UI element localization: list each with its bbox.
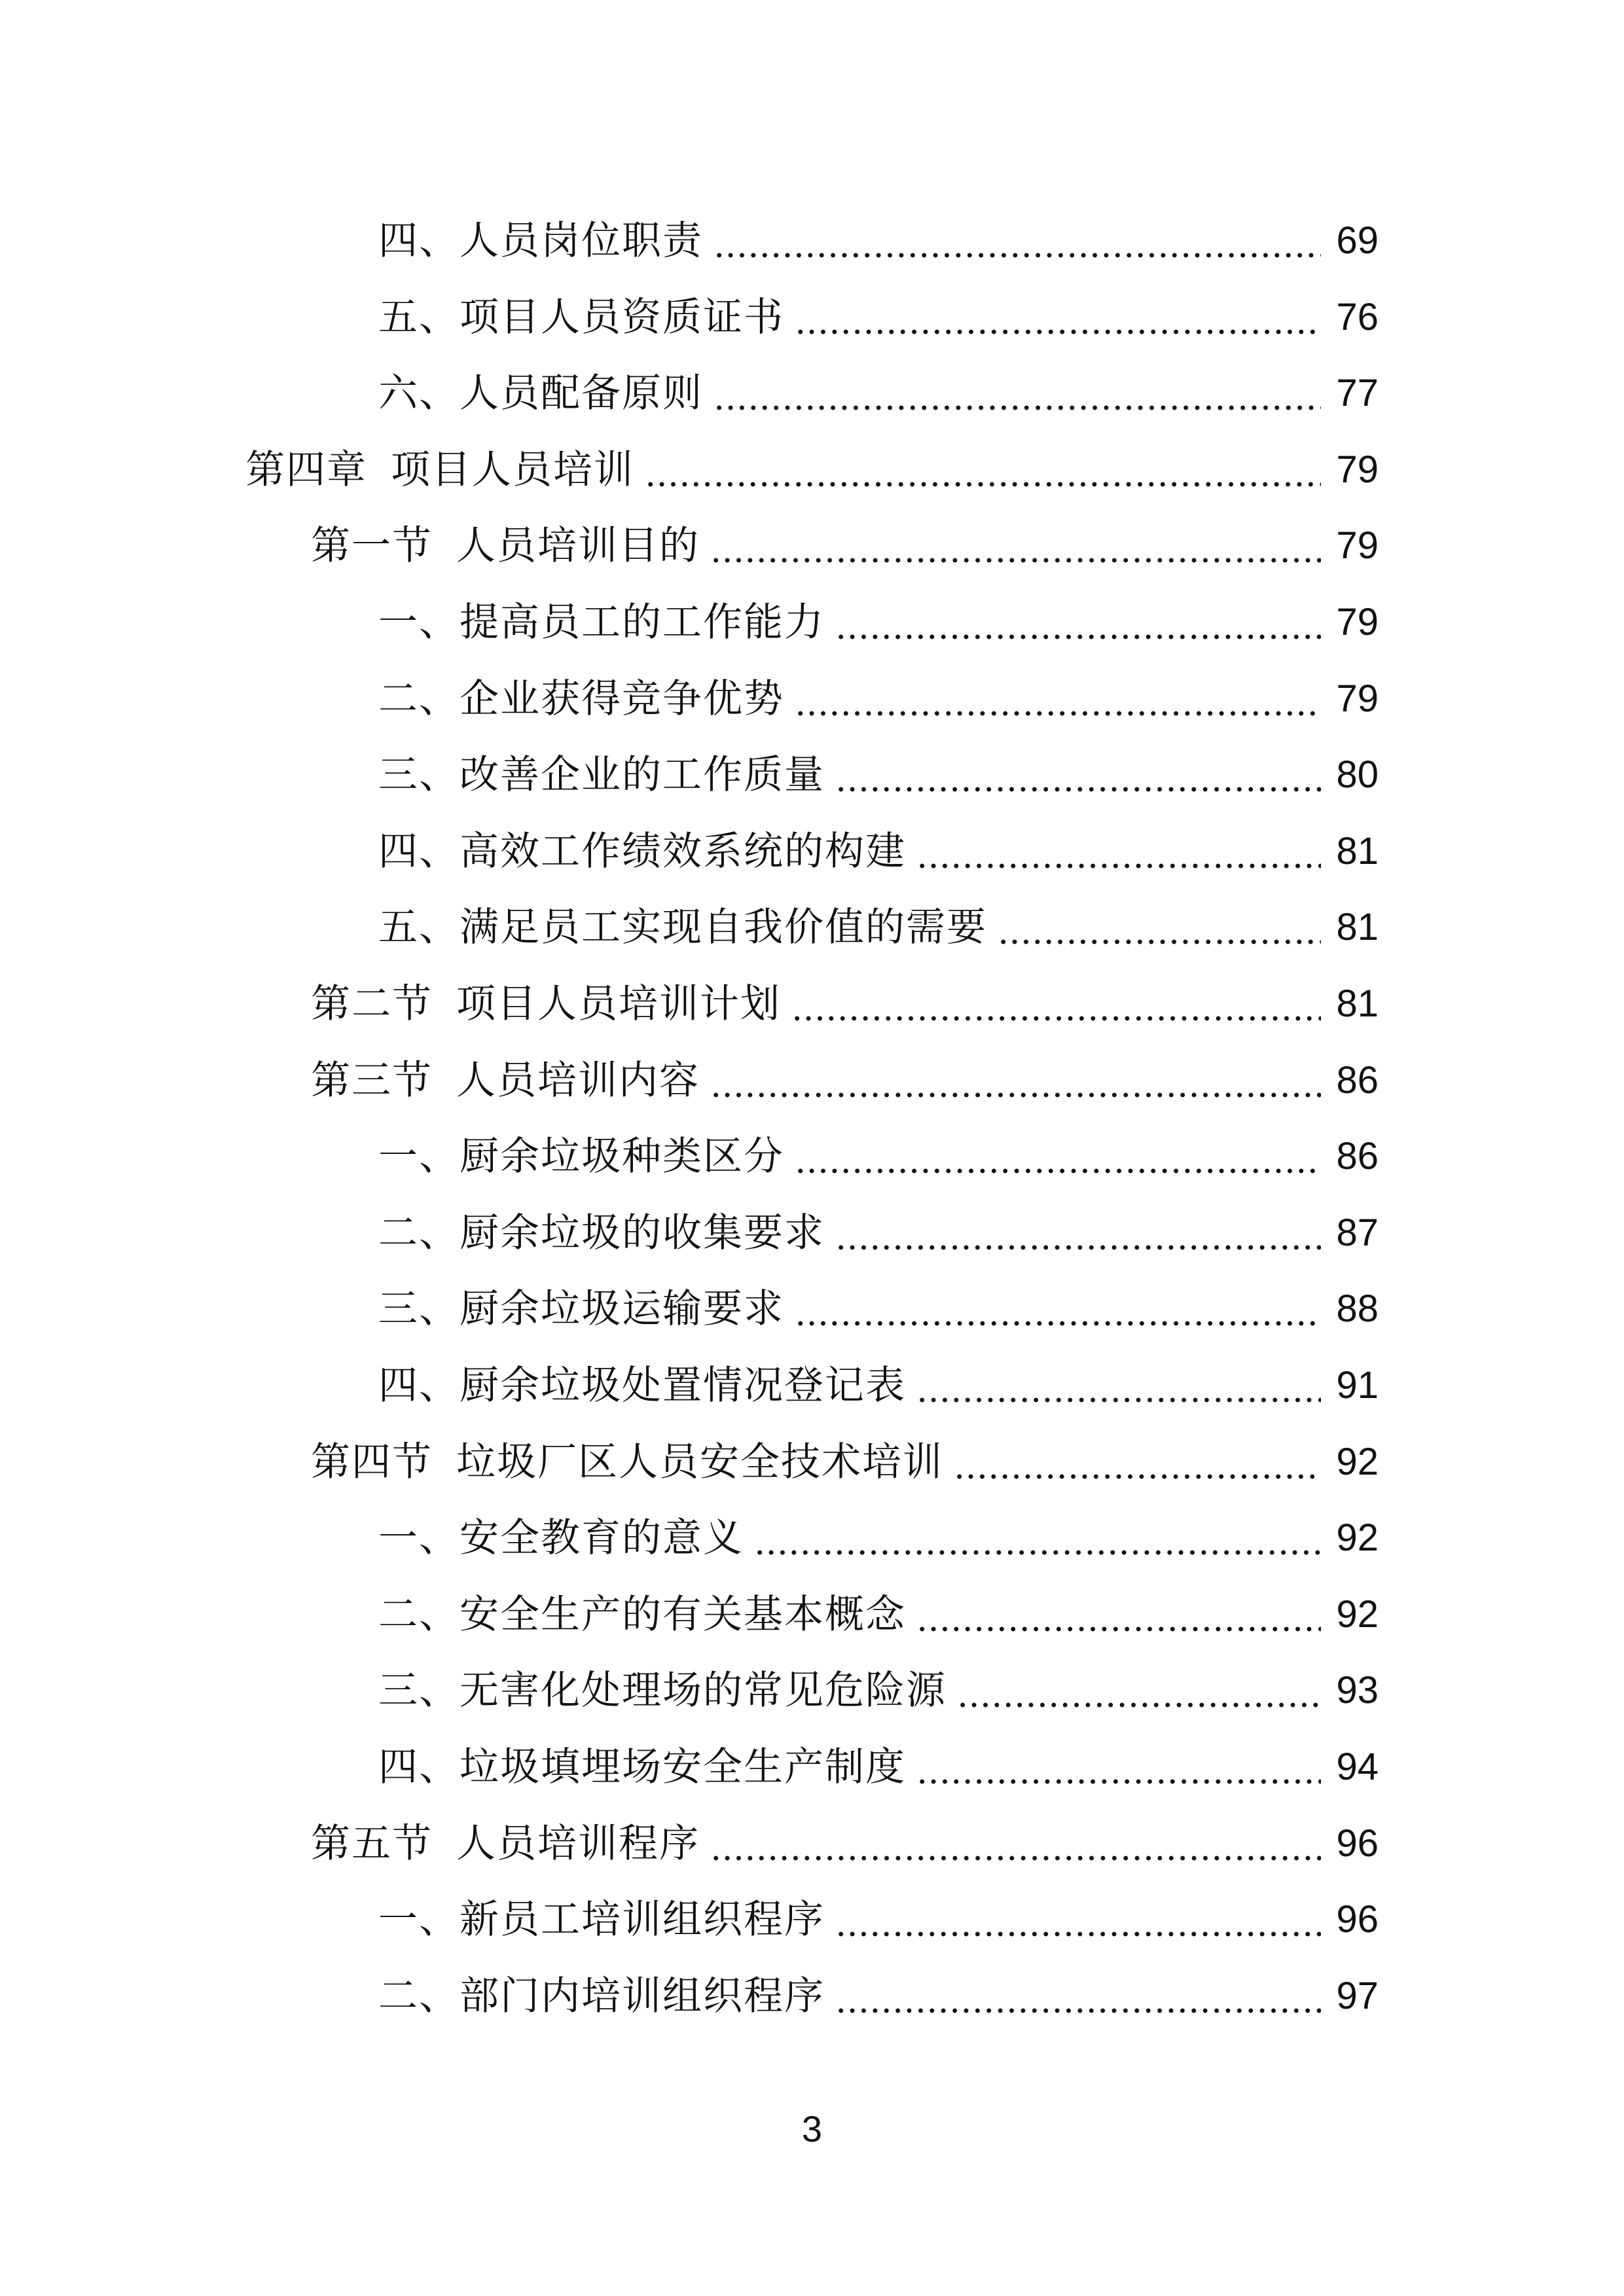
toc-entry[interactable] [311,513,1379,579]
toc-entry-prefix: 四、 [378,1744,460,1790]
toc-entry-title [378,1887,825,1952]
dot-leader [835,1899,1321,1938]
toc-entry[interactable] [378,361,1379,426]
toc-entry[interactable] [378,1124,1379,1189]
toc-entry-page: 92 [1336,1440,1379,1483]
toc-entry-page: 96 [1336,1821,1379,1865]
toc-entry-page: 79 [1336,448,1379,491]
dot-leader [835,1212,1321,1251]
dot-leader [645,449,1321,488]
dot-leader [795,1288,1321,1327]
toc-entry-page: 81 [1336,906,1379,949]
toc-entry[interactable] [245,437,1379,503]
toc-entry-prefix: 第一节 [311,523,433,569]
toc-entry-title [378,1276,784,1342]
dot-leader [916,831,1321,870]
toc-entry-text: 厨余垃圾种类区分 [460,1134,784,1180]
toc-entry-prefix: 六、 [378,370,460,417]
toc-entry[interactable] [378,666,1379,732]
toc-entry-text: 人员培训内容 [456,1057,700,1103]
toc-entry-page: 92 [1336,1516,1379,1560]
toc-entry-prefix: 五、 [378,294,460,340]
toc-entry-text: 人员培训程序 [456,1820,700,1867]
dot-leader [713,220,1321,259]
toc-entry-text: 安全教育的意义 [460,1515,744,1562]
toc-entry-prefix: 五、 [378,905,460,951]
toc-entry[interactable] [311,1811,1379,1876]
toc-entry-title [245,437,634,503]
toc-entry-prefix: 四、 [378,218,460,264]
toc-entry-text: 新员工培训组织程序 [460,1897,825,1943]
toc-entry-text: 项目人员培训 [391,446,634,493]
toc-entry-title [378,208,703,274]
toc-entry[interactable] [378,742,1379,808]
toc-entry-page: 69 [1336,219,1379,262]
toc-entry-title [378,1505,744,1571]
dot-leader [835,1975,1321,2015]
toc-entry-title [378,590,825,655]
toc-entry-prefix: 第二节 [311,981,433,1027]
toc-entry-prefix: 一、 [378,1515,460,1562]
dot-leader [916,1594,1321,1633]
toc-entry-prefix: 一、 [378,1897,460,1943]
toc-entry-text: 改善企业的工作质量 [460,752,825,798]
toc-entry-title [378,1658,947,1723]
toc-entry-prefix: 二、 [378,1591,460,1638]
dot-leader [795,1136,1321,1175]
toc-entry[interactable] [378,1964,1379,2029]
toc-entry-text: 企业获得竞争优势 [460,675,784,722]
toc-entry-prefix: 第四章 [245,446,367,493]
toc-entry-text: 安全生产的有关基本概念 [460,1591,906,1638]
toc-entry-text: 厨余垃圾运输要求 [460,1286,784,1333]
dot-leader [710,1060,1321,1099]
toc-entry-text: 项目人员培训计划 [456,981,781,1027]
toc-entry[interactable] [311,971,1379,1037]
toc-entry[interactable] [378,1734,1379,1800]
toc-entry-prefix: 一、 [378,600,460,645]
dot-leader [916,1365,1321,1404]
toc-entry-title [378,1200,825,1266]
toc-entry-title [378,285,784,350]
toc-entry-title [378,1734,906,1800]
toc-entry-title [378,1124,784,1189]
toc-entry-title [311,971,781,1037]
toc-entry[interactable] [311,1048,1379,1113]
dot-leader [998,906,1321,946]
dot-leader [835,601,1321,641]
toc-entry-prefix: 第四节 [311,1439,433,1485]
toc-entry-prefix: 三、 [378,1286,460,1333]
toc-entry-page: 94 [1336,1746,1379,1788]
dot-leader [795,296,1321,336]
toc-entry-text: 高效工作绩效系统的构建 [460,828,906,874]
toc-entry[interactable] [378,1658,1379,1723]
toc-entry-text: 垃圾填埋场安全生产制度 [460,1744,906,1790]
toc-entry-title [378,361,703,426]
toc-entry-text: 无害化处理场的常见危险源 [460,1668,947,1714]
toc-entry[interactable] [378,1200,1379,1266]
toc-entry-title [378,1353,906,1418]
toc-entry-page: 86 [1336,1135,1379,1178]
toc-entry[interactable] [378,285,1379,350]
toc-entry-title [378,666,784,732]
toc-entry[interactable] [378,1353,1379,1418]
toc-entry-page: 91 [1336,1364,1379,1407]
toc-entry-title [378,1582,906,1647]
toc-entry-page: 81 [1336,982,1379,1025]
toc-entry-page: 92 [1336,1592,1379,1636]
toc-entry[interactable] [378,1505,1379,1571]
toc-entry-title [378,895,987,960]
toc-entry-prefix: 四、 [378,828,460,874]
page-number: 3 [801,2108,823,2149]
dot-leader [954,1441,1321,1480]
toc-entry-prefix: 三、 [378,1668,460,1714]
toc-entry-prefix: 二、 [378,1210,460,1256]
toc-entry-title [378,819,906,884]
toc-entry-prefix: 二、 [378,675,460,722]
toc-entry-title [378,742,825,808]
toc-entry-text: 人员岗位职责 [460,218,703,264]
dot-leader [791,983,1321,1022]
toc-entry-prefix: 一、 [378,1134,460,1180]
toc-entry-page: 88 [1336,1287,1379,1331]
toc-entry-prefix: 第三节 [311,1057,433,1103]
dot-leader [754,1517,1321,1556]
toc-entry-page: 81 [1336,829,1379,872]
toc-entry-title [311,1048,700,1113]
dot-leader [710,1823,1321,1862]
toc-entry-page: 79 [1336,677,1379,720]
toc-entry-text: 垃圾厂区人员安全技术培训 [456,1439,943,1485]
toc-entry-text: 厨余垃圾处置情况登记表 [460,1363,906,1408]
toc-entry-title [378,1964,825,2029]
dot-leader [916,1746,1321,1785]
toc-entry[interactable] [378,1276,1379,1342]
toc-entry-prefix: 二、 [378,1973,460,2019]
toc-entry-prefix: 三、 [378,752,460,798]
toc-entry-text: 部门内培训组织程序 [460,1973,825,2019]
toc-entry-page: 86 [1336,1058,1379,1102]
toc-entry-text: 满足员工实现自我价值的需要 [460,905,987,951]
dot-leader [835,754,1321,793]
toc-entry[interactable] [378,590,1379,655]
dot-leader [713,372,1321,412]
toc-entry-page: 87 [1336,1211,1379,1254]
toc-entry[interactable] [378,1582,1379,1647]
toc-entry-page: 96 [1336,1898,1379,1941]
toc-entry[interactable] [378,819,1379,884]
toc-entry-page: 79 [1336,601,1379,643]
toc-entry-text: 人员配备原则 [460,370,703,417]
dot-leader [957,1670,1321,1709]
toc-entry[interactable] [378,208,1379,274]
toc-entry-title [311,513,700,579]
toc-entry-prefix: 四、 [378,1363,460,1408]
toc-entry[interactable] [378,895,1379,960]
toc-entry-text: 提高员工的工作能力 [460,600,825,645]
toc-entry[interactable] [311,1429,1379,1495]
toc-entry-page: 97 [1336,1974,1379,2017]
toc-entry-prefix: 第五节 [311,1820,433,1867]
dot-leader [795,678,1321,717]
toc-entry-title [311,1429,943,1495]
toc-entry-text: 厨余垃圾的收集要求 [460,1210,825,1256]
toc-entry-page: 76 [1336,295,1379,338]
toc-entry-page: 79 [1336,524,1379,567]
toc-entry-page: 80 [1336,753,1379,797]
toc-entry-page: 77 [1336,372,1379,415]
toc-entry-text: 项目人员资质证书 [460,294,784,340]
toc-entry-text: 人员培训目的 [456,523,700,569]
toc-entry[interactable] [378,1887,1379,1952]
toc-entry-page: 93 [1336,1669,1379,1712]
dot-leader [710,525,1321,564]
toc-entry-title [311,1811,700,1876]
